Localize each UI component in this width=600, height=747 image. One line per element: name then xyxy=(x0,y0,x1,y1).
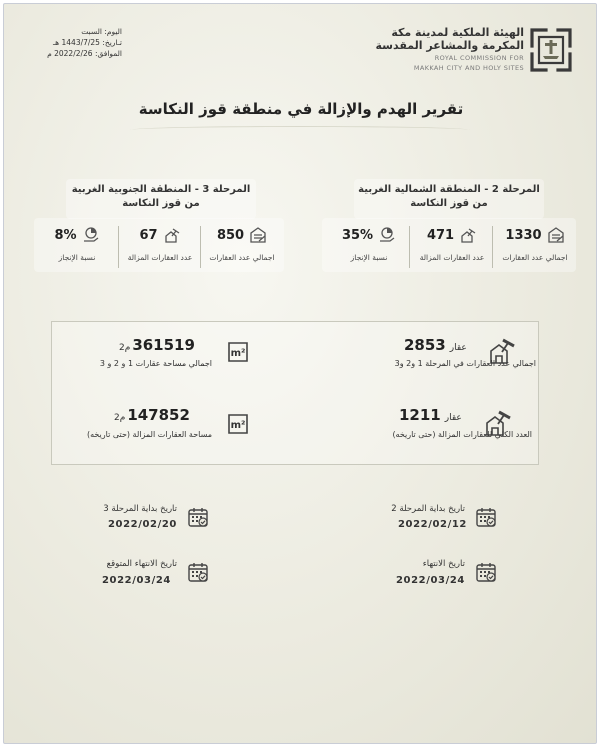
phase2-end-label: تاريخ الانتهاء xyxy=(422,559,465,569)
phase3-heading xyxy=(66,183,256,211)
report-page xyxy=(3,3,597,744)
phase2-removed-value: 471 xyxy=(426,227,455,243)
total-area-unit: م2 xyxy=(119,343,131,353)
day-line: اليوم: السبت xyxy=(81,27,122,36)
calendar-check-icon xyxy=(187,506,209,528)
phase3-progress-stat xyxy=(38,226,116,276)
phase3-start-date: 2022/02/20 xyxy=(108,519,177,530)
org-name-en-1: ROYAL COMMISSION FOR xyxy=(434,54,524,62)
phase3-removed-label: عدد العقارات المزالة xyxy=(127,253,193,262)
phase3-total-value: 850 xyxy=(216,227,245,243)
divider xyxy=(118,226,119,268)
pie-chart-hand-icon xyxy=(82,226,100,244)
square-meter-icon xyxy=(226,340,250,364)
divider xyxy=(409,226,410,268)
calendar-check-icon xyxy=(187,561,209,583)
phase2-progress-label: نسبة الإنجاز xyxy=(350,253,388,262)
page-title: تقرير الهدم والإزالة في منطقة قوز النكاسة xyxy=(138,100,464,118)
phase2-start-date: 2022/02/12 xyxy=(398,519,467,530)
total-count-unit: عقار xyxy=(449,343,467,353)
phase3-progress-value: 8% xyxy=(54,227,77,243)
removed-area-unit: م2 xyxy=(114,413,126,423)
phase3-heading-line2: من قوز النكاسة xyxy=(122,198,200,209)
demolition-hammer-icon xyxy=(163,226,181,244)
calendar-check-icon xyxy=(475,506,497,528)
pie-chart-hand-icon xyxy=(378,226,396,244)
phase3-total-stat xyxy=(203,226,281,276)
phase2-total-value: 1330 xyxy=(505,227,542,243)
phase2-start-label: تاريخ بداية المرحلة 2 xyxy=(391,504,465,514)
total-count-label: اجمالي عدد العقارات في المرحلة 1 و2 و3 xyxy=(394,359,536,368)
org-name xyxy=(376,26,524,72)
title-underline xyxy=(130,126,470,134)
removed-count-value: 1211 xyxy=(399,406,441,424)
removed-area-row xyxy=(114,406,214,424)
phase2-heading-line1: المرحلة 2 - المنطقة الشمالية الغربية xyxy=(358,184,540,195)
phase3-progress-label: نسبة الإنجاز xyxy=(58,253,96,262)
phase2-total-label: اجمالي عدد العقارات xyxy=(502,253,568,262)
phase2-progress-stat xyxy=(330,226,408,276)
building-list-icon xyxy=(547,226,565,244)
removed-count-unit: عقار xyxy=(444,413,462,423)
org-name-ar-1: الهيئة الملكية لمدينة مكة xyxy=(391,26,524,39)
phase2-heading xyxy=(354,183,544,211)
removed-area-value: 147852 xyxy=(127,406,190,424)
phase3-end-date: 2022/03/24 xyxy=(102,575,171,586)
demolition-hammer-icon xyxy=(459,226,477,244)
phase3-removed-value: 67 xyxy=(139,227,158,243)
square-meter-icon xyxy=(226,412,250,436)
phase3-start-label: تاريخ بداية المرحلة 3 xyxy=(103,504,177,514)
total-count-value: 2853 xyxy=(404,336,446,354)
phase3-heading-line1: المرحلة 3 - المنطقة الجنوبية الغربية xyxy=(71,184,251,195)
total-area-row xyxy=(119,336,219,354)
phase2-total-stat xyxy=(496,226,574,276)
hijri-date-line: تـاريخ: 1443/7/25 هـ xyxy=(52,38,122,47)
removed-count-label: العدد الكلي للعقارات المزالة (حتى تاريخه) xyxy=(392,430,532,439)
phase3-end-label: تاريخ الانتهاء المتوقع xyxy=(106,559,177,569)
phase2-removed-stat xyxy=(413,226,491,276)
total-area-value: 361519 xyxy=(132,336,195,354)
phase2-end-date: 2022/03/24 xyxy=(396,575,465,586)
svg-text:m²: m² xyxy=(230,348,246,359)
svg-text:m²: m² xyxy=(230,420,246,431)
org-name-ar-2: المكرمة والمشاعر المقدسة xyxy=(375,39,524,52)
commission-logo-icon xyxy=(528,26,574,74)
phase3-total-label: اجمالي عدد العقارات xyxy=(209,253,275,262)
divider xyxy=(200,226,201,268)
total-count-row xyxy=(404,336,484,354)
phase2-heading-line2: من قوز النكاسة xyxy=(410,198,488,209)
phase2-removed-label: عدد العقارات المزالة xyxy=(419,253,485,262)
phase2-progress-value: 35% xyxy=(341,227,374,243)
gregorian-date-line: الموافق: 2022/2/26 م xyxy=(47,49,122,58)
divider xyxy=(492,226,493,268)
phase3-removed-stat xyxy=(121,226,199,276)
total-area-label: اجمالي مساحة عقارات 1 و 2 و 3 xyxy=(99,359,212,368)
removed-area-label: مساحة العقارات المزالة (حتى تاريخه) xyxy=(86,430,212,439)
calendar-check-icon xyxy=(475,561,497,583)
building-list-icon xyxy=(249,226,267,244)
org-name-en-2: MAKKAH CITY AND HOLY SITES xyxy=(413,64,524,72)
date-meta xyxy=(42,26,122,59)
removed-count-row xyxy=(399,406,479,424)
